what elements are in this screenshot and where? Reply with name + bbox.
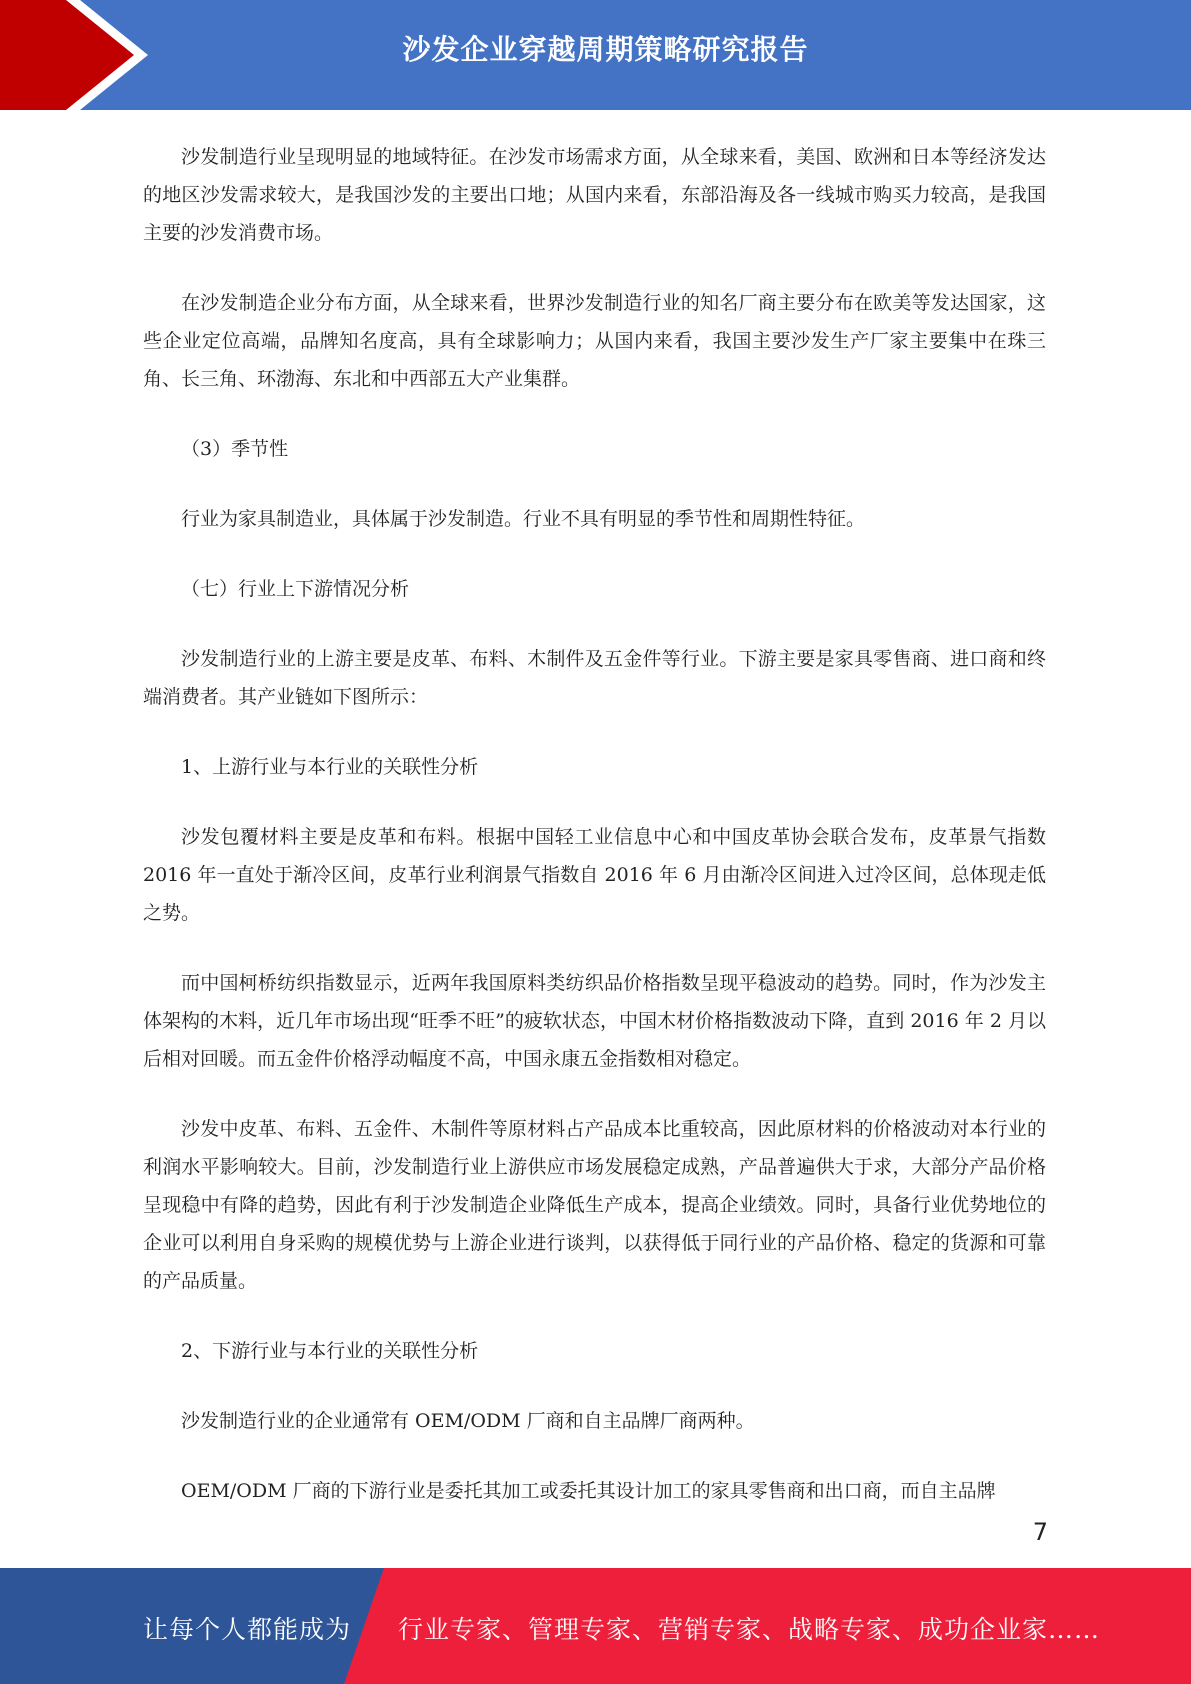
report-title: 沙发企业穿越周期策略研究报告 [402, 33, 809, 66]
page-footer [0, 1568, 1191, 1684]
footer-slogan-right: 行业专家、管理专家、营销专家、战略专家、成功企业家…… [398, 1615, 1101, 1644]
paragraph-textile-wood-hardware: 而中国柯桥纺织指数显示，近两年我国原料类纺织品价格指数呈现平稳波动的趋势。同时，作为沙发主体架构的木料，近几年市场出现“旺季不旺”的疲软状态，中国木材价格指数波动下降，直到 2016 年 2 月以后相对回暖。而五金件价格浮动幅度不高，中国永康五金指数相对稳定。 [143, 972, 1046, 1070]
paragraph-seasonality: 行业为家具制造业，具体属于沙发制造。行业不具有明显的季节性和周期性特征。 [181, 508, 866, 530]
page-header [0, 0, 1191, 110]
paragraph-raw-material-cost: 沙发中皮革、布料、五金件、木制件等原材料占产品成本比重较高，因此原材料的价格波动对本行业的利润水平影响较大。目前，沙发制造行业上游供应市场发展稳定成熟，产品普遍供大于求，大部分产品价格呈现稳中有降的趋势，因此有利于沙发制造企业降低生产成本，提高企业绩效。同时，具备行业优势地位的企业可以利用自身采购的规模优势与上游企业进行谈判，以获得低于同行业的产品价格、稳定的货源和可靠的产品质量。 [143, 1118, 1046, 1292]
paragraph-oem-downstream: OEM/ODM 厂商的下游行业是委托其加工或委托其设计加工的家具零售商和出口商，而自主品牌 [181, 1480, 996, 1502]
heading-industry-chain: （七）行业上下游情况分析 [181, 578, 410, 600]
paragraph-regional-features: 沙发制造行业呈现明显的地域特征。在沙发市场需求方面，从全球来看，美国、欧洲和日本等经济发达的地区沙发需求较大，是我国沙发的主要出口地；从国内来看，东部沿海及各一线城市购买力较高，是我国主要的沙发消费市场。 [143, 146, 1046, 244]
paragraph-leather-fabric: 沙发包覆材料主要是皮革和布料。根据中国轻工业信息中心和中国皮革协会联合发布，皮革景气指数 2016 年一直处于渐冷区间，皮革行业利润景气指数自 2016 年 6 月由渐冷区间进入过冷区间，总体现走低之势。 [143, 826, 1046, 924]
page-body [143, 138, 1046, 1542]
heading-downstream: 2、下游行业与本行业的关联性分析 [181, 1340, 479, 1362]
heading-upstream: 1、上游行业与本行业的关联性分析 [181, 756, 479, 778]
paragraph-industry-chain: 沙发制造行业的上游主要是皮革、布料、木制件及五金件等行业。下游主要是家具零售商、进口商和终端消费者。其产业链如下图所示： [143, 648, 1046, 708]
paragraph-manufacturer-distribution: 在沙发制造企业分布方面，从全球来看，世界沙发制造行业的知名厂商主要分布在欧美等发达国家，这些企业定位高端，品牌知名度高，具有全球影响力；从国内来看，我国主要沙发生产厂家主要集中在珠三角、长三角、环渤海、东北和中西部五大产业集群。 [143, 292, 1046, 390]
footer-slogan-left: 让每个人都能成为 [143, 1615, 352, 1644]
paragraph-oem-odm: 沙发制造行业的企业通常有 OEM/ODM 厂商和自主品牌厂商两种。 [181, 1410, 755, 1432]
page-number: 7 [1032, 1518, 1048, 1546]
heading-seasonality: （3）季节性 [181, 438, 289, 460]
